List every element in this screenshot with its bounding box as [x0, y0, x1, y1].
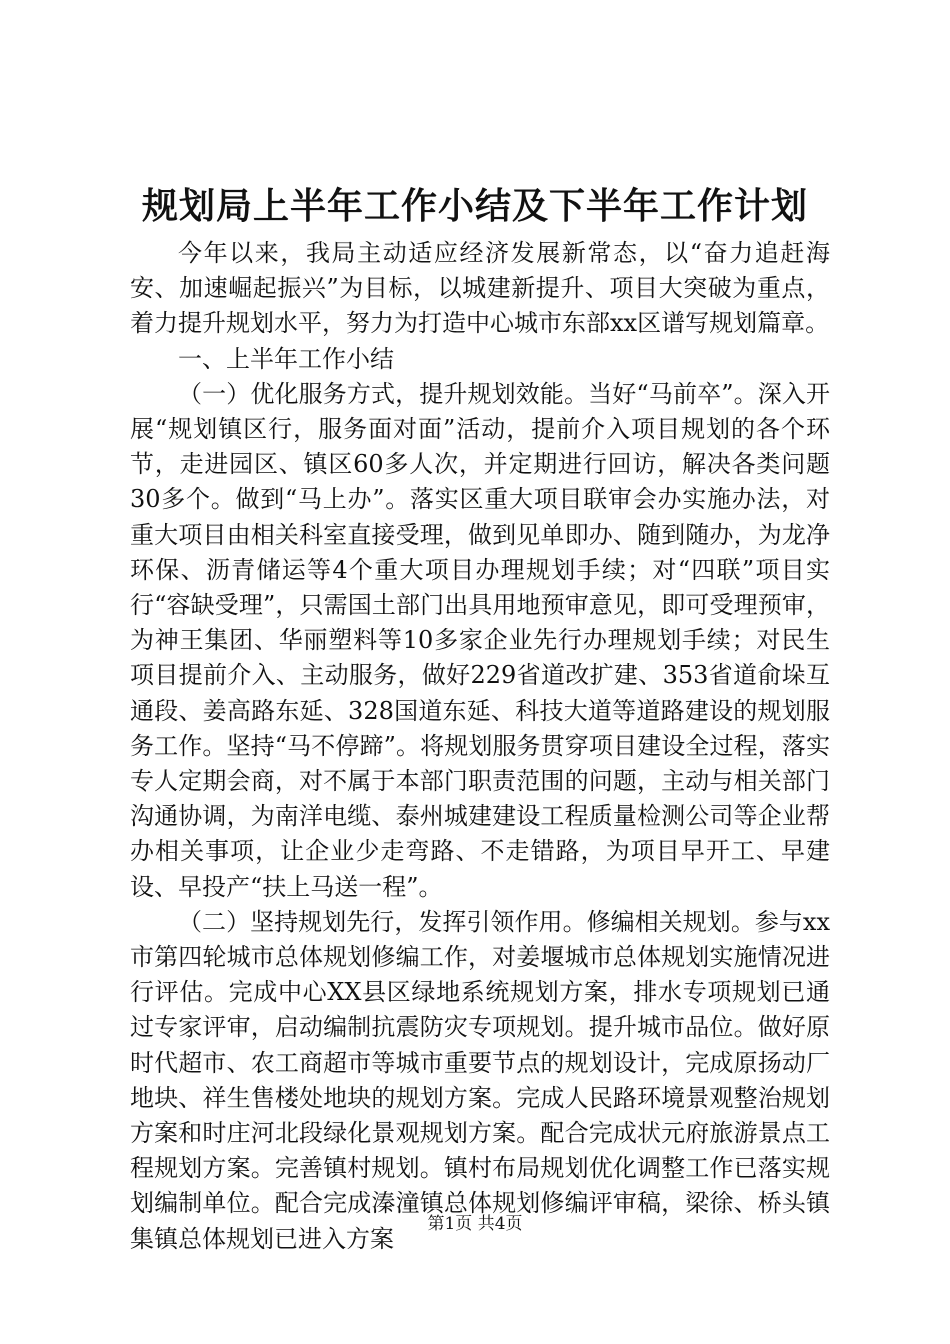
body-paragraph: （二）坚持规划先行，发挥引领作用。修编相关规划。参与xx市第四轮城市总体规划修编工作，对姜堰城市总体规划实施情况进行评估。完成中心XX县区绿地系统规划方案，排水专项规划已通过专家评审，启动编制抗震防灾专项规划。提升城市品位。做好原时代超市、农工商超市等城市重要节点的规划设计，完成原扬动厂地块、祥生售楼处地块的规划方案。完成人民路环境景观整治规划方案和时庄河北段绿化景观规划方案。配合完成状元府旅游景点工程规划方案。完善镇村规划。镇村布局规划优化调整工作已落实规划编制单位。配合完成溱潼镇总体规划修编评审稿，梁徐、桥头镇集镇总体规划已进入方案 — [130, 907, 830, 1253]
intro-paragraph: 今年以来，我局主动适应经济发展新常态，以“奋力追赶海安、加速崛起振兴”为目标，以城建新提升、项目大突破为重点，着力提升规划水平，努力为打造中心城市东部xx区谱写规划篇章。 — [130, 239, 830, 338]
document-body — [130, 236, 830, 1257]
page-number-footer: 第1页 共4页 — [427, 1214, 523, 1234]
document-title: 规划局上半年工作小结及下半年工作计划 — [141, 185, 808, 227]
body-paragraph: （一）优化服务方式，提升规划效能。当好“马前卒”。深入开展“规划镇区行，服务面对面”活动，提前介入项目规划的各个环节，走进园区、镇区60多人次，并定期进行回访，解决各类问题30多个。做到“马上办”。落实区重大项目联审会办实施办法，对重大项目由相关科室直接受理，做到见单即办、随到随办，为龙净环保、沥青储运等4个重大项目办理规划手续；对“四联”项目实行“容缺受理”，只需国土部门出具用地预审意见，即可受理预审，为神王集团、华丽塑料等10多家企业先行办理规划手续；对民生项目提前介入、主动服务，做好229省道改扩建、353省道俞垛互通段、姜高路东延、328国道东延、科技大道等道路建设的规划服务工作。坚持“马不停蹄”。将规划服务贯穿项目建设全过程，落实专人定期会商，对不属于本部门职责范围的问题，主动与相关部门沟通协调，为南洋电缆、泰州城建建设工程质量检测公司等企业帮办相关事项，让企业少走弯路、不走错路，为项目早开工、早建设、早投产“扶上马送一程”。 — [130, 379, 830, 901]
section-heading: 一、上半年工作小结 — [178, 344, 394, 373]
